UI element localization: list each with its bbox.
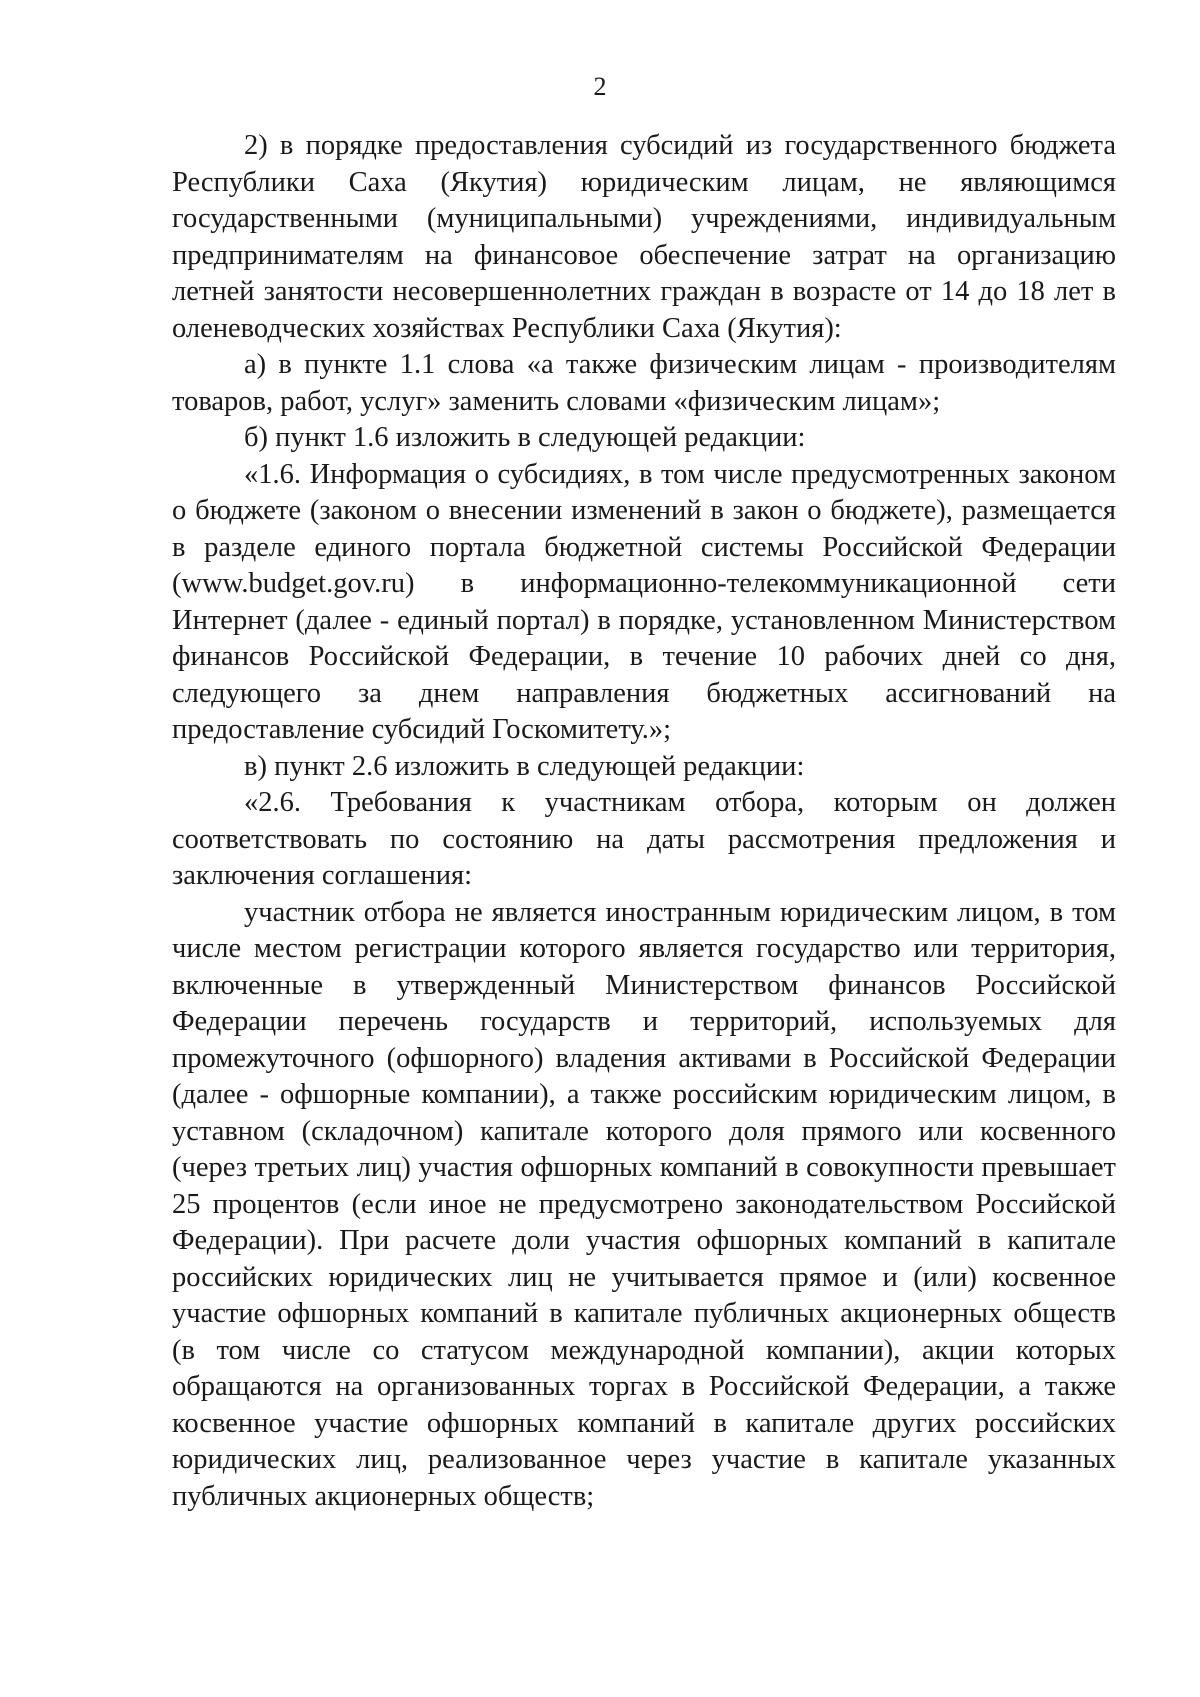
paragraph-subitem-a: а) в пункте 1.1 слова «а также физическим лицам - производителям товаров, работ, услуг» заменить словами «физическим лицам»; [172, 349, 1116, 417]
paragraph-subitem-b: б) пункт 1.6 изложить в следующей редакции: [244, 422, 806, 453]
paragraph-item-2: 2) в порядке предоставления субсидий из государственного бюджета Республики Саха (Якутия) юридическим лицам, не являющимся государственными (муниципальными) учреждениями, индивидуальным предпринимателям на финансовое обеспечение затрат на организацию летней занятости несовершеннолетних граждан в возрасте от 14 до 18 лет в оленеводческих хозяйствах Республики Саха (Якутия): [172, 130, 1116, 344]
paragraph-requirement-offshore: участник отбора не является иностранным юридическим лицом, в том числе местом регистрации которого является государство или территория, включенные в утвержденный Министерством финансов Российской Федерации перечень государств и территорий, используемых для промежуточного (офшорного) владения активами в Российской Федерации (далее - офшорные компании), а также российским юридическим лицом, в уставном (складочном) капитале которого доля прямого или косвенного (через третьих лиц) участия офшорных компаний в совокупности превышает 25 процентов (если иное не предусмотрено законодательством Российской Федерации). При расчете доли участия офшорных компаний в капитале российских юридических лиц не учитывается прямое и (или) косвенное участие офшорных компаний в капитале публичных акционерных обществ (в том числе со статусом международной компании), акции которых обращаются на организованных торгах в Российской Федерации, а также косвенное участие офшорных компаний в капитале других российских юридических лиц, реализованное через участие в капитале указанных публичных акционерных обществ; [172, 896, 1116, 1512]
paragraph-clause-2-6: «2.6. Требования к участникам отбора, которым он должен соответствовать по состоянию на даты рассмотрения предложения и заключения соглашения: [172, 787, 1116, 891]
paragraph-clause-1-6: «1.6. Информация о субсидиях, в том числе предусмотренных законом о бюджете (законом о внесении изменений в закон о бюджете), размещается в разделе единого портала бюджетной системы Российской Федерации (www.budget.gov.ru) в информационно-телекоммуникационной сети Интернет (далее - единый портал) в порядке, установленном Министерством финансов Российской Федерации, в течение 10 рабочих дней со дня, следующего за днем направления бюджетных ассигнований на предоставление субсидий Госкомитету.»; [172, 458, 1116, 745]
page-number: 2 [593, 72, 607, 101]
paragraph-subitem-v: в) пункт 2.6 изложить в следующей редакции: [244, 750, 805, 782]
document-body [172, 128, 1116, 1515]
